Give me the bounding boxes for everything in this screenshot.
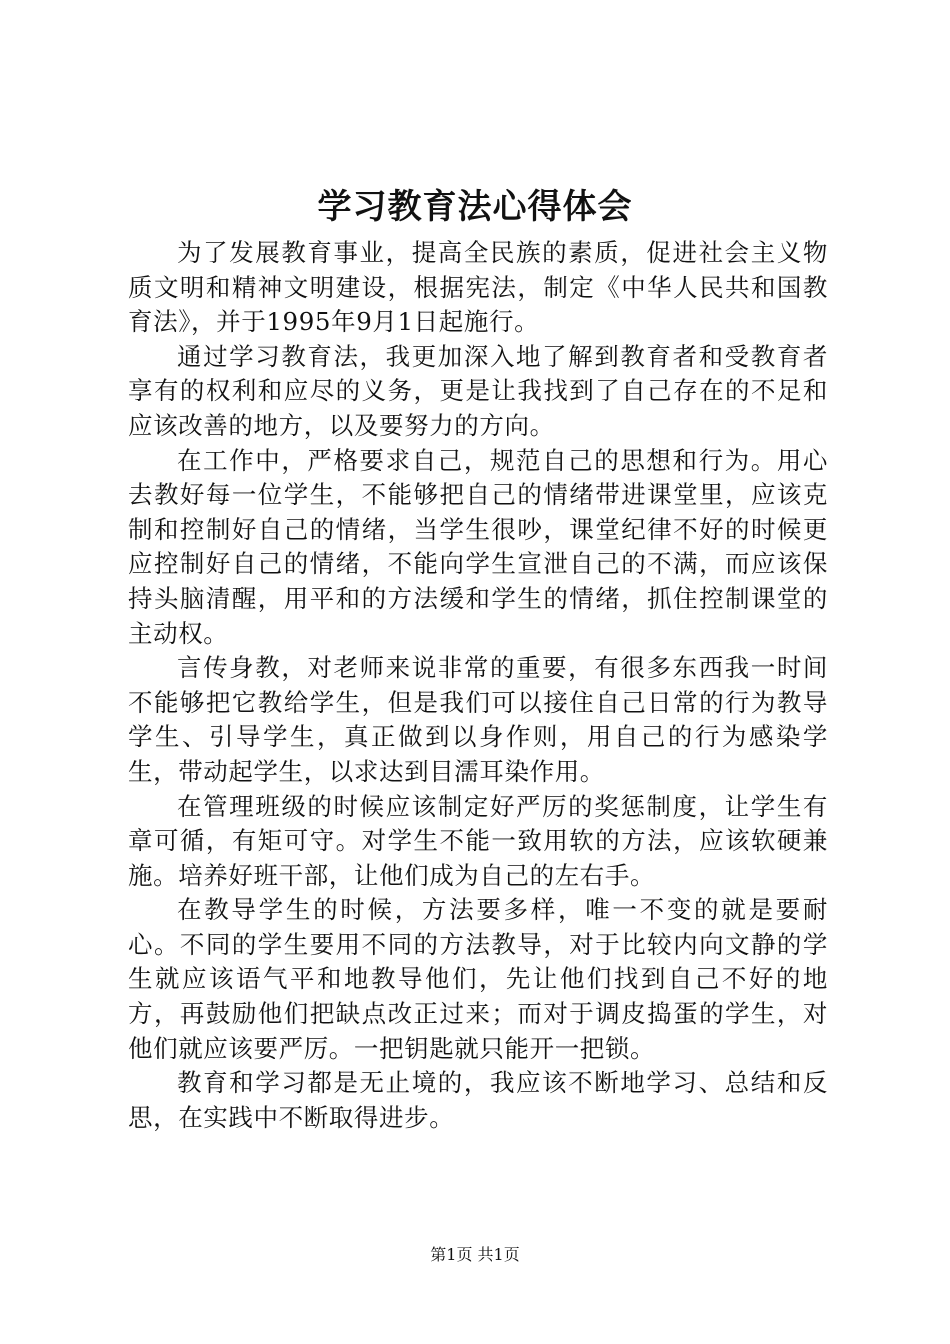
paragraph: 为了发展教育事业，提高全民族的素质，促进社会主义物质文明和精神文明建设，根据宪法，制定《中华人民共和国教育法》，并于1995年9月1日起施行。 <box>128 238 828 337</box>
paragraph: 通过学习教育法，我更加深入地了解到教育者和受教育者享有的权利和应尽的义务，更是让我找到了自己存在的不足和应该改善的地方，以及要努力的方向。 <box>128 341 828 440</box>
page-number-footer: 第1页 共1页 <box>430 1245 520 1264</box>
paragraph: 在教导学生的时候，方法要多样，唯一不变的就是要耐心。不同的学生要用不同的方法教导，对于比较内向文静的学生就应该语气平和地教导他们，先让他们找到自己不好的地方，再鼓励他们把缺点改正过来；而对于调皮捣蛋的学生，对他们就应该要严厉。一把钥匙就只能开一把锁。 <box>128 895 828 1063</box>
paragraph: 在工作中，严格要求自己，规范自己的思想和行为。用心去教好每一位学生，不能够把自己的情绪带进课堂里，应该克制和控制好自己的情绪，当学生很吵，课堂纪律不好的时候更应控制好自己的情绪，不能向学生宣泄自己的不满，而应该保持头脑清醒，用平和的方法缓和学生的情绪，抓住控制课堂的主动权。 <box>128 445 828 648</box>
paragraph: 教育和学习都是无止境的，我应该不断地学习、总结和反思，在实践中不断取得进步。 <box>128 1068 828 1132</box>
paragraph: 在管理班级的时候应该制定好严厉的奖惩制度，让学生有章可循，有矩可守。对学生不能一致用软的方法，应该软硬兼施。培养好班干部，让他们成为自己的左右手。 <box>128 791 828 890</box>
document-body <box>128 236 828 1135</box>
document-title: 学习教育法心得体会 <box>317 187 633 227</box>
paragraph: 言传身教，对老师来说非常的重要，有很多东西我一时间不能够把它教给学生，但是我们可以接住自己日常的行为教导学生、引导学生，真正做到以身作则，用自己的行为感染学生，带动起学生，以求达到目濡耳染作用。 <box>128 653 828 786</box>
